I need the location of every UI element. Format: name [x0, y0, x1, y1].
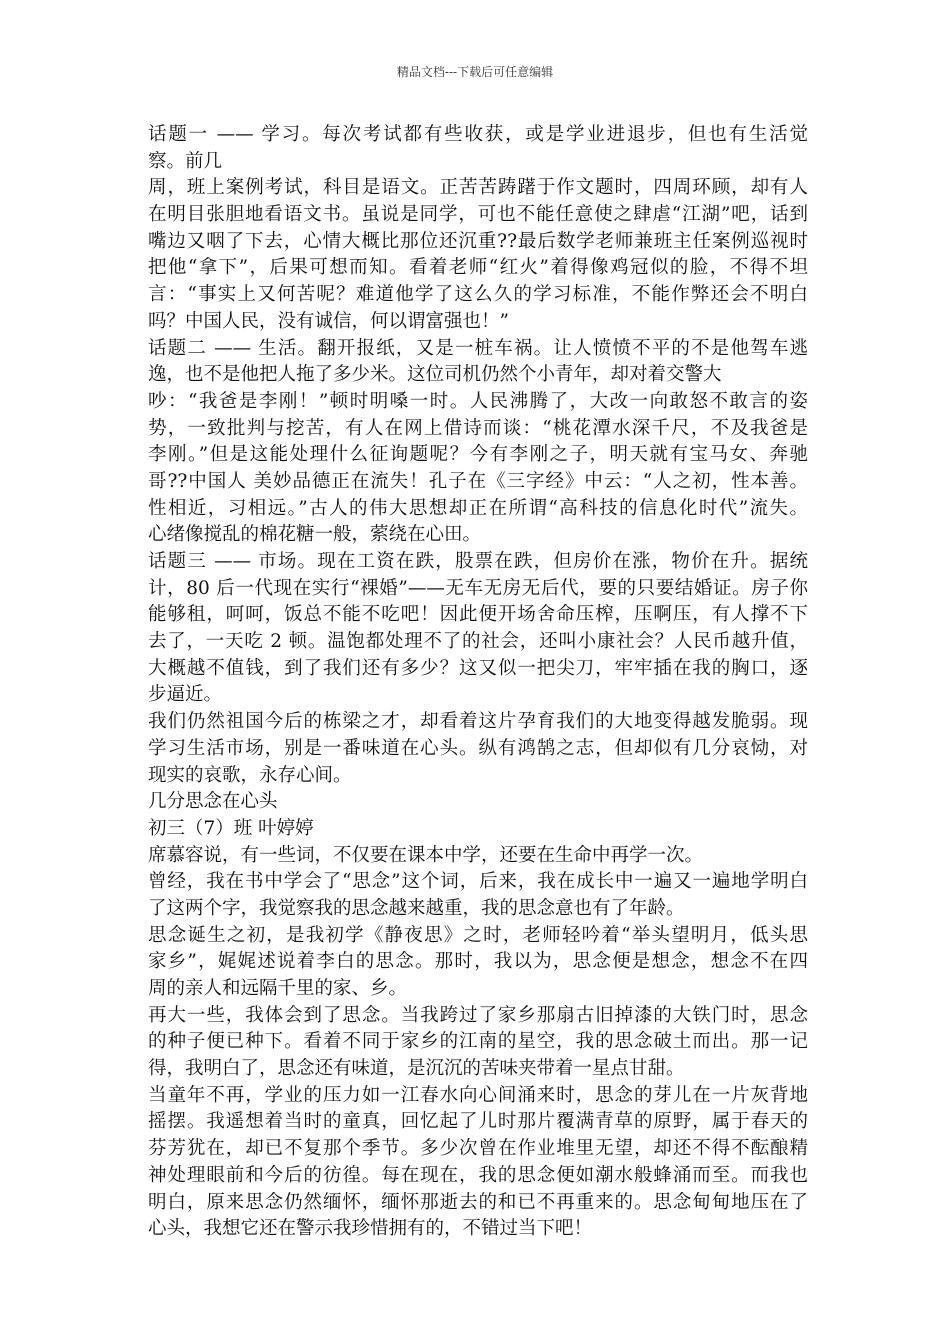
text-line: 嘴边又咽了下去，心情大概比那位还沉重??最后数学老师兼班主任案例巡视时: [148, 230, 808, 252]
text-line: 吗？中国人民，没有诚信，何以谓富强也！”: [148, 310, 509, 332]
text-line: 言：“事实上又何苦呢？难道他学了这么久的学习标准，不能作弊还会不明白: [148, 284, 808, 306]
text-line: 性相近，习相远。”古人的伟大思想却正在所谓“高科技的信息化时代”流失。: [148, 497, 808, 519]
text-line: 周的亲人和远隔千里的家、乡。: [148, 978, 408, 999]
text-line: 摇摆。我遥想着当时的童真，回忆起了儿时那片覆满青草的原野，属于春天的: [148, 1111, 808, 1133]
text-line: 再大一些，我体会到了思念。当我跨过了家乡那扇古旧掉漆的大铁门时，思念: [148, 1004, 808, 1026]
text-line: 席慕容说，有一些词，不仅要在课本中学，还要在生命中再学一次。: [148, 844, 704, 866]
text-line: 当童年不再，学业的压力如一江春水向心间涌来时，思念的芽儿在一片灰背地: [148, 1084, 808, 1106]
text-line: 话题一 —— 学习。每次考试都有些收获，或是学业进退步，但也有生活觉: [148, 124, 808, 145]
text-line: 去了，一天吃 2 顿。温饱都处理不了的社会，还叫小康社会？人民币越升值，: [148, 631, 808, 653]
text-line: 心头，我想它还在警示我珍惜拥有的，不错过当下吧！: [148, 1218, 593, 1240]
text-line: 初三（7）班 叶婷婷: [148, 817, 314, 839]
text-line: 心绪像搅乱的棉花糖一般，萦绕在心田。: [148, 524, 482, 546]
text-line: 芬芳犹在，却已不复那个季节。多少次曾在作业堆里无望，却还不得不酝酿精: [148, 1138, 808, 1160]
text-line: 话题二 —— 生活。翻开报纸，又是一桩车祸。让人愤愤不平的不是他驾车逃: [148, 337, 808, 359]
text-line: 家乡”，娓娓述说着李白的思念。那时，我以为，思念便是想念，想念不在四: [148, 951, 808, 973]
text-line: 势，一致批判与挖苦，有人在网上借诗而谈：“桃花潭水深千尺，不及我爸是: [148, 417, 808, 439]
text-line: 哥??中国人 美妙品德正在流失！孔子在《三字经》中云：“人之初，性本善。: [148, 470, 808, 492]
text-line: 周，班上案例考试，科目是语文。正苦苦踌躇于作文题时，四周环顾，却有人: [148, 177, 808, 199]
text-line: 能够租，呵呵，饭总不能不吃吧！因此便开场舍命压榨，压啊压，有人撑不下: [148, 604, 808, 626]
text-line: 思念诞生之初，是我初学《静夜思》之时，老师轻吟着“举头望明月，低头思: [148, 924, 808, 946]
text-line: 计，80 后一代现在实行“裸婚”——无车无房无后代，要的只要结婚证。房子你: [148, 577, 808, 599]
text-line: 把他“拿下”，后果可想而知。看着老师“红火”着得像鸡冠似的脸，不得不坦: [148, 257, 808, 279]
document-body: [148, 122, 808, 1243]
text-line: 察。前几: [148, 150, 223, 172]
text-line: 现实的哀歌，永存心间。: [148, 764, 352, 786]
text-line: 得，我明白了，思念还有味道，是沉沉的苦味夹带着一星点甘甜。: [148, 1058, 685, 1080]
text-line: 李刚。”但是这能处理什么征询题呢？今有李刚之子，明天就有宝马女、奔驰: [148, 444, 808, 466]
text-line: 明白，原来思念仍然缅怀，缅怀那逝去的和已不再重来的。思念甸甸地压在了: [148, 1191, 808, 1213]
text-line: 在明目张胆地看语文书。虽说是同学，可也不能任意使之肆虐“江湖”吧，话到: [148, 204, 808, 226]
text-line: 逸，也不是他把人拖了多少米。这位司机仍然个小青年，却对着交警大: [148, 364, 722, 386]
text-line: 步逼近。: [148, 684, 223, 706]
text-line: 学习生活市场，别是一番味道在心头。纵有鸿鹄之志，但却似有几分哀恸，对: [148, 737, 808, 759]
text-line: 的种子便已种下。看着不同于家乡的江南的星空，我的思念破土而出。那一记: [148, 1031, 808, 1053]
text-line: 几分思念在心头: [148, 791, 278, 813]
text-line: 曾经，我在书中学会了“思念”这个词，后来，我在成长中一遍又一遍地学明白: [148, 871, 808, 893]
text-line: 我们仍然祖国今后的栋梁之才，却看着这片孕育我们的大地变得越发脆弱。现: [148, 711, 808, 733]
text-line: 大概越不值钱，到了我们还有多少？这又似一把尖刀，牢牢插在我的胸口，逐: [148, 657, 808, 679]
text-line: 了这两个字，我觉察我的思念越来越重，我的思念意也有了年龄。: [148, 897, 685, 919]
text-line: 吵：“我爸是李刚！”顿时明嗓一时。人民沸腾了，大改一向敢怒不敢言的姿: [148, 390, 808, 412]
text-line: 话题三 —— 市场。现在工资在跌，股票在跌，但房价在涨，物价在升。据统: [148, 551, 808, 572]
page-header: 精品文档---下载后可任意编辑: [396, 65, 554, 79]
text-line: 神处理眼前和今后的彷徨。每在现在，我的思念便如潮水般蜂涌而至。而我也: [148, 1164, 808, 1186]
